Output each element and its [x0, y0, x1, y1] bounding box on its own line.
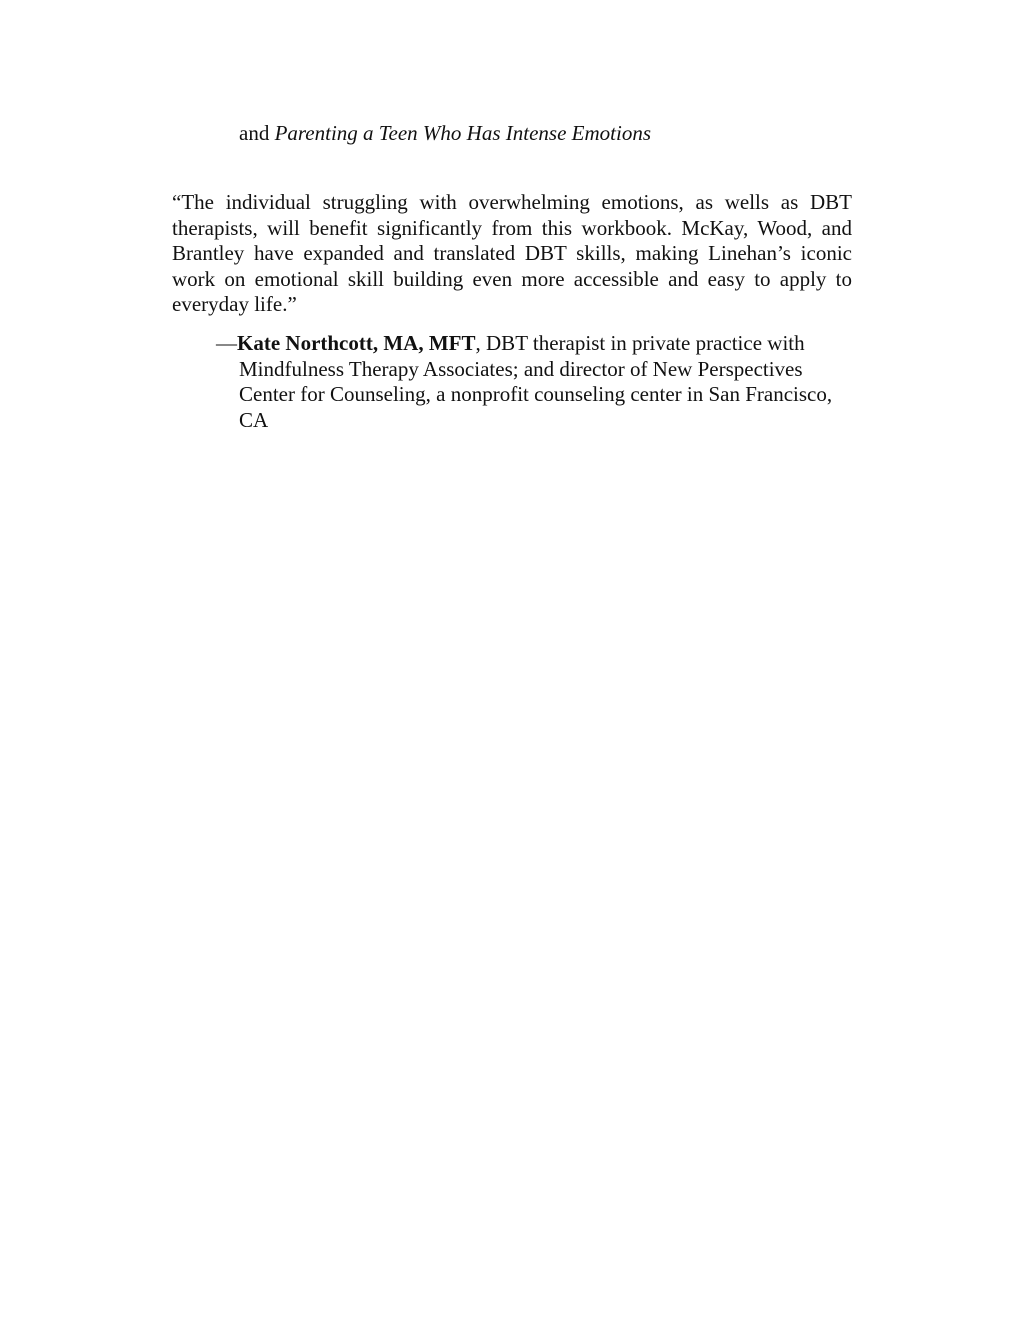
- previous-attribution-continuation: [239, 120, 939, 146]
- attribution-dash: —: [216, 331, 237, 355]
- author-name: Kate Northcott, MA, MFT: [237, 331, 476, 355]
- endorsement-quote: “The individual struggling with overwhelming emotions, as wells as DBT therapists, will benefit significantly from this workbook. McKay, Wood, and Brantley have expanded and translated DBT skills, making Linehan’s iconic work on emotional skill building even more accessible and easy to apply to everyday life.”: [172, 190, 852, 316]
- continuation-prefix: and: [239, 121, 275, 145]
- book-title: Parenting a Teen Who Has Intense Emotions: [274, 121, 651, 145]
- author-affiliation: , DBT therapist in private practice with Mindfulness Therapy Associates; and director of New Perspectives Center for Counseling, a nonprofit counseling center in San Francisco, CA: [239, 331, 833, 432]
- endorsement-attribution: [216, 331, 851, 433]
